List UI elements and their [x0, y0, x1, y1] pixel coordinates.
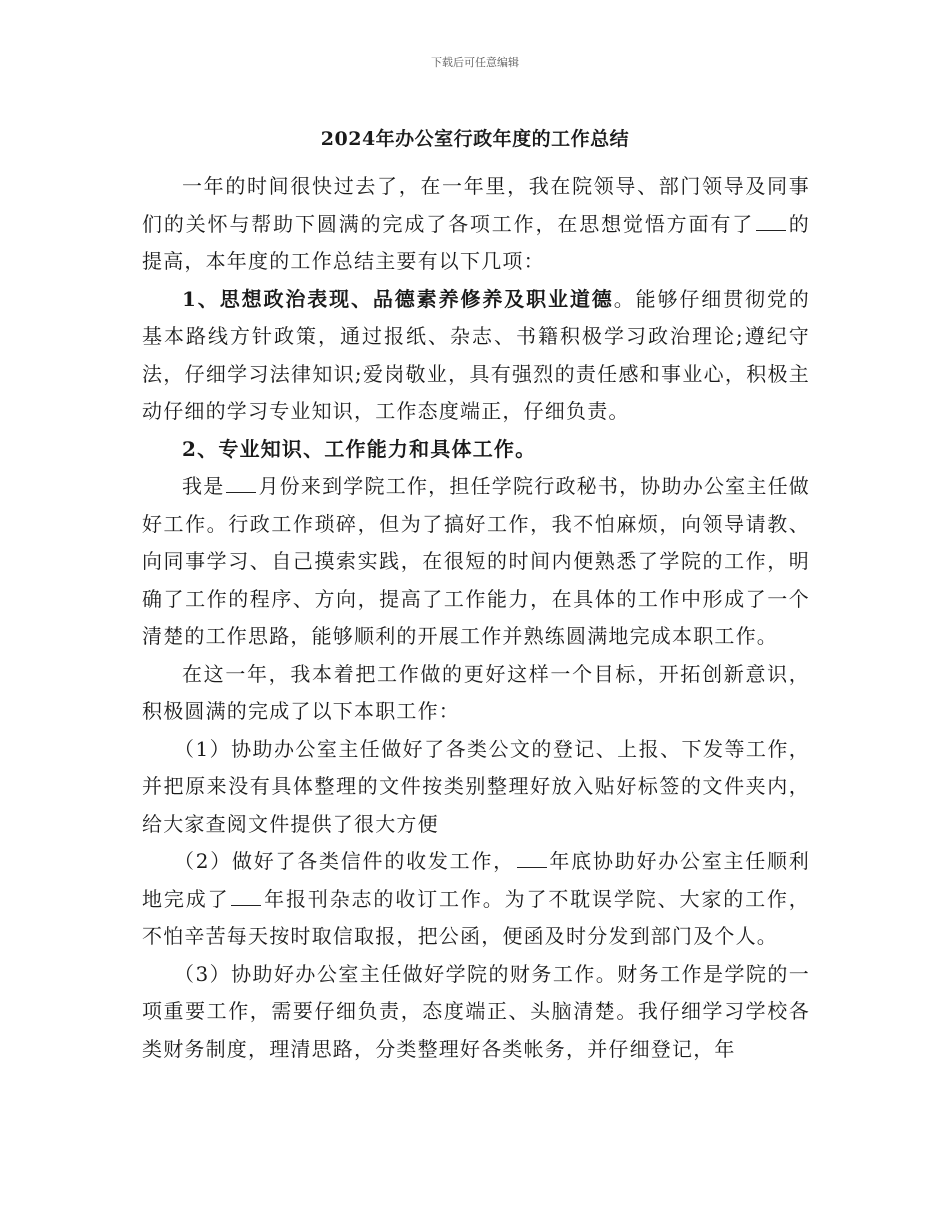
intro-text-2: 的提高，本年度的工作总结主要有以下几项：: [142, 211, 811, 273]
fill-blank: [226, 478, 256, 493]
section1-heading: 1、思想政治表现、品德素养修养及职业道德: [182, 286, 614, 311]
section2-paragraph-1: [142, 468, 810, 656]
fill-blank: [231, 891, 261, 906]
document-title: 2024年办公室行政年度的工作总结: [320, 128, 630, 150]
intro-text-1: 一年的时间很快过去了，在一年里，我在院领导、部门领导及同事们的关怀与帮助下圆满的完成了各项工作，在思想觉悟方面有了: [142, 174, 810, 236]
item2-text-2: 年底协助好办公室主任顺利地完成了: [142, 849, 810, 911]
section2-p1-text-1: 我是: [182, 474, 225, 498]
intro-paragraph: [142, 168, 810, 281]
document-body: [142, 168, 810, 1068]
section2-paragraph-2: 在这一年，我本着把工作做的更好这样一个目标，开拓创新意识，积极圆满的完成了以下本职工作：: [142, 661, 810, 723]
fill-blank: [756, 216, 786, 231]
item2-text-3: 年报刊杂志的收订工作。为了不耽误学院、大家的工作，不怕辛苦每天按时取信取报，把公函，便函及时分发到部门及个人。: [142, 886, 810, 948]
list-item-1: （1）协助办公室主任做好了各类公文的登记、上报、下发等工作，并把原来没有具体整理的文件按类别整理好放入贴好标签的文件夹内，给大家查阅文件提供了很大方便: [142, 736, 810, 836]
section1-paragraph: [142, 281, 810, 431]
list-item-2: [142, 843, 810, 956]
item2-text-1: （2）做好了各类信件的收发工作，: [174, 849, 515, 873]
section1-body: 。能够仔细贯彻党的基本路线方针政策，通过报纸、杂志、书籍积极学习政治理论;遵纪守法，仔细学习法律知识;爱岗敬业，具有强烈的责任感和事业心，积极主动仔细的学习专业知识，工作态度端正，仔细负责。: [142, 286, 810, 423]
section2-p1-text-2: 月份来到学院工作，担任学院行政秘书，协助办公室主任做好工作。行政工作琐碎，但为了搞好工作，我不怕麻烦，向领导请教、向同事学习、自己摸索实践，在很短的时间内便熟悉了学院的工作，明确了工作的程序、方向，提高了工作能力，在具体的工作中形成了一个清楚的工作思路，能够顺利的开展工作并熟练圆满地完成本职工作。: [142, 474, 810, 648]
header-note: 下载后可任意编辑: [431, 56, 519, 69]
list-item-3: （3）协助好办公室主任做好学院的财务工作。财务工作是学院的一项重要工作，需要仔细负责，态度端正、头脑清楚。我仔细学习学校各类财务制度，理清思路，分类整理好各类帐务，并仔细登记，年: [142, 961, 810, 1061]
fill-blank: [517, 853, 547, 868]
section2-heading: 2、专业知识、工作能力和具体工作。: [182, 436, 537, 461]
